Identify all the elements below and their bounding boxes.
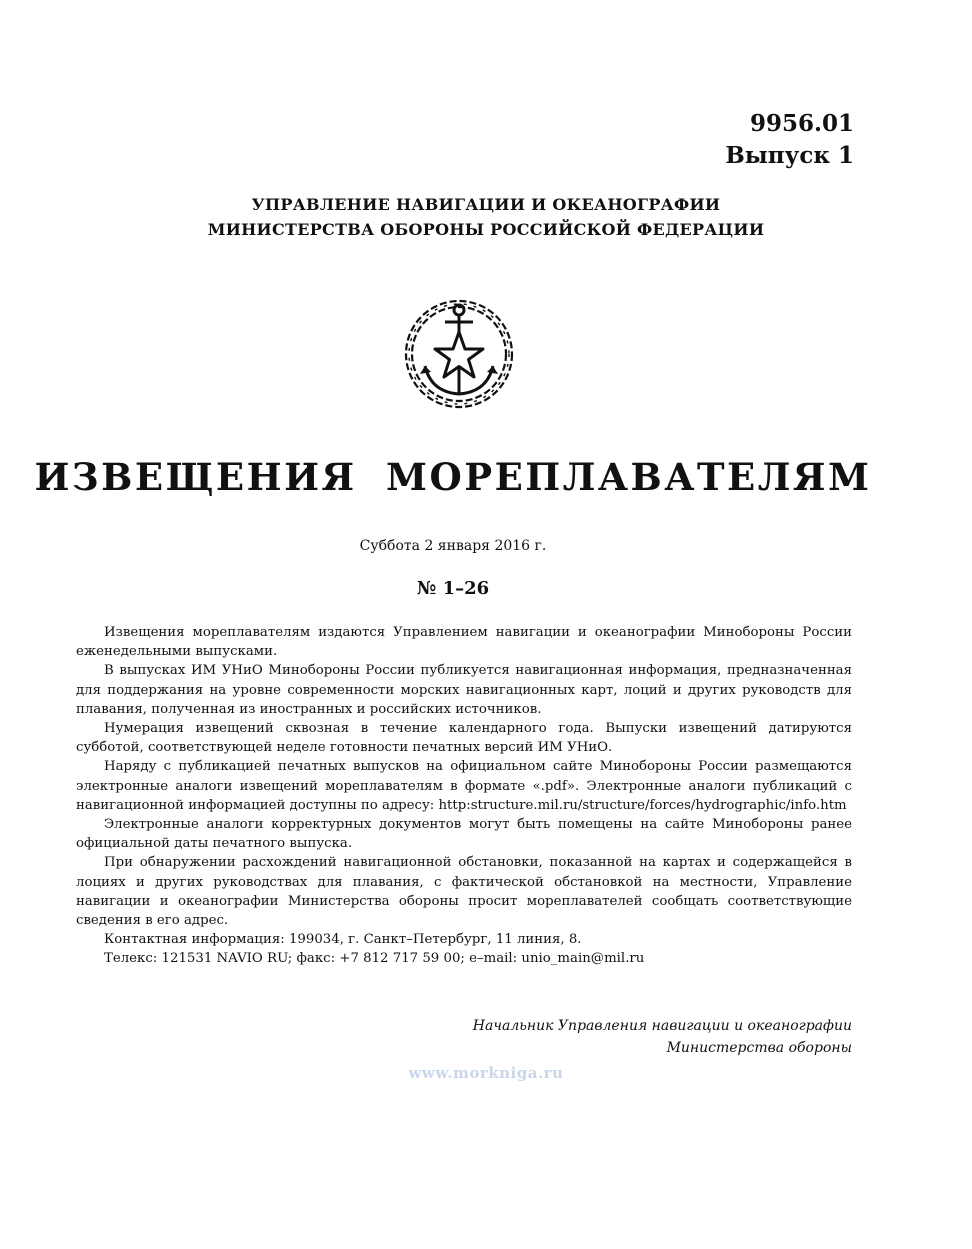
paragraph-telex: Телекс: 121531 NAVIO RU; факс: +7 812 717 59 00; e–mail: unio_main@mil.ru bbox=[104, 951, 645, 967]
notice-numbers: № 1–26 bbox=[416, 578, 490, 599]
signature-line-1: Начальник Управления навигации и океанографии bbox=[472, 1018, 852, 1034]
issue-label: Выпуск 1 bbox=[725, 142, 854, 169]
paragraph-content: В выпусках ИМ УНиО Минобороны России публикуется навигационная информация, предназначенная для поддержания на уровне современности морских навигационных карт, лоций и других руководств для плавания, полученная из иностранных и российских источников. bbox=[76, 663, 852, 717]
anchor-star-chain-emblem-icon bbox=[401, 296, 517, 412]
paragraph-discrepancies: При обнаружении расхождений навигационной обстановки, показанной на картах и содержащейся в лоциях и других руководствах для плавания, с фактической обстановкой на местности, Управление навигации и океанографии Министерства обороны просит мореплавателей сообщать соответствующие сведения в его адрес. bbox=[76, 855, 852, 929]
body-text bbox=[76, 623, 852, 969]
issue-date: Суббота 2 января 2016 г. bbox=[359, 538, 547, 554]
paragraph-intro: Извещения мореплавателям издаются Управлением навигации и океанографии Минобороны России еженедельными выпусками. bbox=[76, 625, 852, 660]
paragraph-corrections: Электронные аналоги корректурных документов могут быть помещены на сайте Минобороны ранее официальной даты печатного выпуска. bbox=[76, 817, 852, 852]
paragraph-electronic: Наряду с публикацией печатных выпусков на официальном сайте Минобороны России размещаются электронные аналоги извещений мореплавателям в формате «.pdf». Электронные аналоги публикаций с навигационной информацией доступны по адресу: http:structure.mil.ru/structure/forces/hydrographic/info.htm bbox=[76, 759, 852, 813]
organization-heading bbox=[0, 192, 972, 242]
watermark: www.morkniga.ru bbox=[408, 1064, 564, 1082]
signature-block bbox=[473, 1015, 852, 1059]
organization-line-2: МИНИСТЕРСТВА ОБОРОНЫ РОССИЙСКОЙ ФЕДЕРАЦИИ bbox=[207, 220, 765, 239]
signature-line-2: Министерства обороны bbox=[666, 1040, 852, 1056]
document-code: 9956.01 bbox=[749, 110, 854, 137]
paragraph-numbering: Нумерация извещений сквозная в течение календарного года. Выпуски извещений датируются субботой, соответствующей неделе готовности печатных версий ИМ УНиО. bbox=[76, 721, 852, 756]
paragraph-contact: Контактная информация: 199034, г. Санкт–Петербург, 11 линия, 8. bbox=[104, 932, 582, 948]
organization-line-1: УПРАВЛЕНИЕ НАВИГАЦИИ И ОКЕАНОГРАФИИ bbox=[251, 195, 721, 214]
main-title: ИЗВЕЩЕНИЯ МОРЕПЛАВАТЕЛЯМ bbox=[34, 455, 872, 499]
document-code-block bbox=[725, 108, 854, 172]
